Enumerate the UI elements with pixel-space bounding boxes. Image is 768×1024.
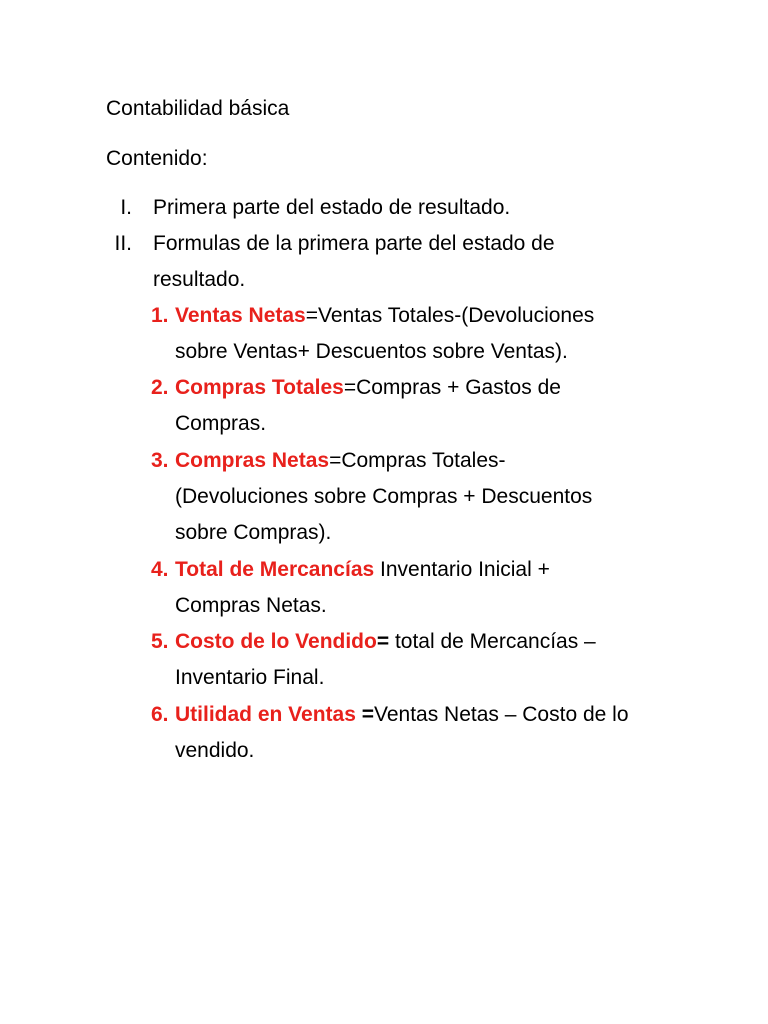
formula-5-line-2: Inventario Final. [175,666,325,689]
formula-number-6: 6. [151,703,169,726]
formula-number-5: 5. [151,630,169,653]
formula-6-line-2: vendido. [175,739,255,762]
formula-term-costo-de-lo-vendido: Costo de lo Vendido [175,630,377,653]
formula-4-line-1 [175,558,550,582]
formula-1-line-1 [175,304,594,328]
contents-label: Contenido: [106,147,208,170]
section-2-line-1: Formulas de la primera parte del estado de [153,232,555,255]
formula-1-rest: =Ventas Totales-(Devoluciones [305,304,595,327]
formula-number-2: 2. [151,376,169,399]
formula-number-3: 3. [151,449,169,472]
formula-3-line-1 [175,449,506,473]
formula-5-rest: total de Mercancías – [389,630,596,653]
formula-6-connector: = [355,703,374,726]
formula-1-line-2: sobre Ventas+ Descuentos sobre Ventas). [175,340,568,363]
formula-term-compras-netas: Compras Netas [175,449,330,472]
formula-number-1: 1. [151,304,169,327]
formula-term-total-de-mercancias: Total de Mercancías [175,558,375,581]
formula-5-connector: = [376,630,390,653]
section-numeral-2: II. [114,232,132,255]
formula-3-line-3: sobre Compras). [175,521,332,544]
section-1-line-1: Primera parte del estado de resultado. [153,196,511,219]
formula-4-rest: Inventario Inicial + [374,558,550,581]
formula-term-utilidad-en-ventas: Utilidad en Ventas [175,703,356,726]
formula-2-line-2: Compras. [175,412,267,435]
section-2-line-2: resultado. [153,268,246,291]
formula-2-rest: =Compras + Gastos de [343,376,561,399]
formula-3-rest: =Compras Totales- [329,449,506,472]
formula-term-ventas-netas: Ventas Netas [175,304,306,327]
formula-number-4: 4. [151,558,169,581]
formula-2-line-1 [175,376,561,400]
formula-6-line-1 [175,703,629,727]
document-title: Contabilidad básica [106,97,290,120]
formula-4-line-2: Compras Netas. [175,594,327,617]
formula-term-compras-totales: Compras Totales [175,376,344,399]
formula-3-line-2: (Devoluciones sobre Compras + Descuentos [175,485,593,508]
section-numeral-1: I. [120,196,132,219]
formula-5-line-1 [175,630,596,654]
formula-6-rest: Ventas Netas – Costo de lo [374,703,629,726]
